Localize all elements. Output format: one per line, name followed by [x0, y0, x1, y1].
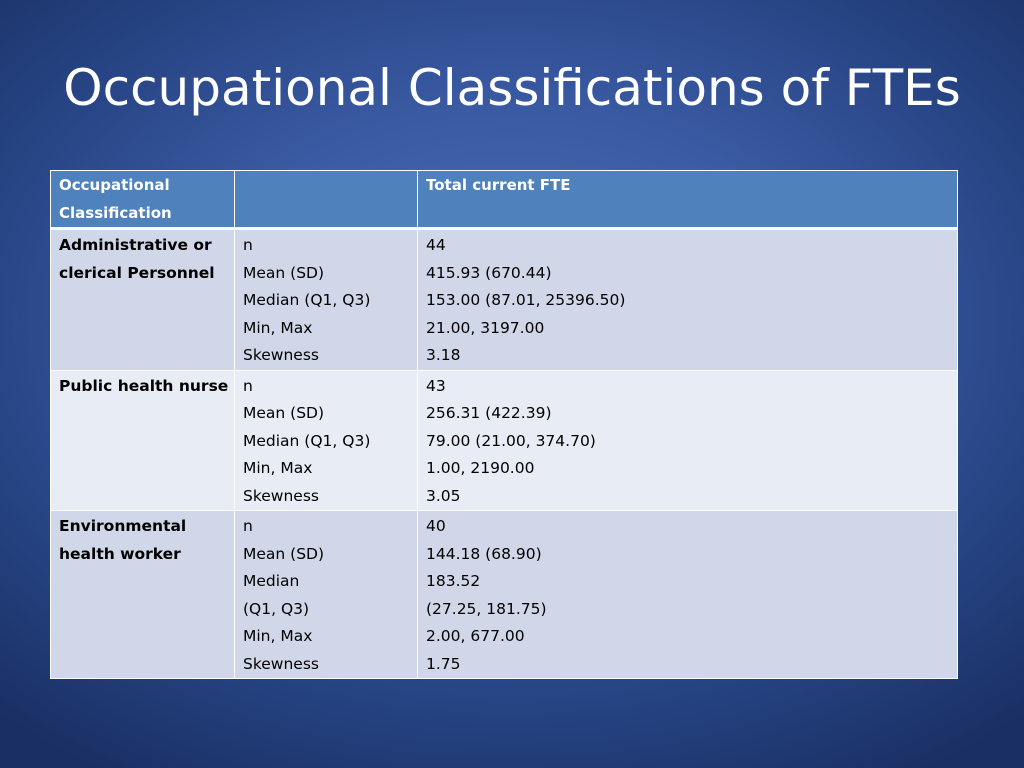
- statistic-value: 183.52: [426, 572, 481, 590]
- classification-line: Administrative or: [59, 236, 212, 254]
- classification-line: clerical Personnel: [59, 263, 215, 282]
- statistic-value: 153.00 (87.01, 25396.50): [426, 291, 626, 309]
- statistic-value: 43: [426, 376, 446, 395]
- statistic-label: Mean (SD): [243, 544, 325, 563]
- statistic-cell: [235, 229, 418, 371]
- statistic-value: 415.93 (670.44): [426, 263, 552, 282]
- table-row-environmental-health-worker: [51, 511, 958, 679]
- statistic-cell: [235, 370, 418, 511]
- statistic-value: 21.00, 3197.00: [426, 318, 545, 337]
- statistic-value: 1.75: [426, 654, 461, 673]
- classification-line: Public health nurse: [59, 376, 229, 395]
- statistic-value: 1.00, 2190.00: [426, 459, 535, 477]
- classification-cell: [51, 370, 235, 511]
- header-total-current-fte: Total current FTE: [418, 171, 958, 229]
- statistic-label: (Q1, Q3): [243, 599, 310, 618]
- statistic-value: 144.18 (68.90): [426, 544, 542, 563]
- statistic-label: n: [243, 517, 253, 535]
- statistic-label: Median (Q1, Q3): [243, 291, 371, 309]
- statistic-label: n: [243, 376, 253, 395]
- header-statistic: [235, 171, 418, 229]
- statistic-value: 256.31 (422.39): [426, 404, 552, 422]
- statistic-cell: [235, 511, 418, 679]
- statistic-label: Median: [243, 572, 300, 590]
- statistic-value: (27.25, 181.75): [426, 599, 547, 618]
- classification-line: Environmental: [59, 517, 187, 535]
- header-occupational-classification: Occupational Classification: [51, 171, 235, 229]
- value-cell: [418, 370, 958, 511]
- table-row-administrative: [51, 229, 958, 371]
- statistic-value: 79.00 (21.00, 374.70): [426, 431, 596, 450]
- slide-title: Occupational Classifications of FTEs: [63, 59, 961, 117]
- statistic-value: 3.05: [426, 486, 461, 505]
- classification-line: health worker: [59, 544, 181, 563]
- statistic-label: Mean (SD): [243, 404, 325, 422]
- classification-cell: [51, 229, 235, 371]
- statistic-value: 44: [426, 236, 446, 254]
- statistic-label: Skewness: [243, 346, 319, 364]
- statistic-label: Mean (SD): [243, 263, 325, 282]
- statistic-label: Min, Max: [243, 459, 313, 477]
- value-cell: [418, 229, 958, 371]
- statistic-value: 2.00, 677.00: [426, 627, 525, 645]
- table-row-public-health-nurse: [51, 370, 958, 511]
- statistic-label: Median (Q1, Q3): [243, 431, 371, 450]
- fte-table: [50, 170, 958, 679]
- statistic-label: Skewness: [243, 654, 319, 673]
- statistic-value: 40: [426, 517, 446, 535]
- statistic-value: 3.18: [426, 346, 461, 364]
- classification-cell: [51, 511, 235, 679]
- statistic-label: n: [243, 236, 253, 254]
- statistic-label: Skewness: [243, 486, 319, 505]
- table-header-row: [51, 171, 958, 229]
- value-cell: [418, 511, 958, 679]
- statistic-label: Min, Max: [243, 627, 313, 645]
- statistic-label: Min, Max: [243, 318, 313, 337]
